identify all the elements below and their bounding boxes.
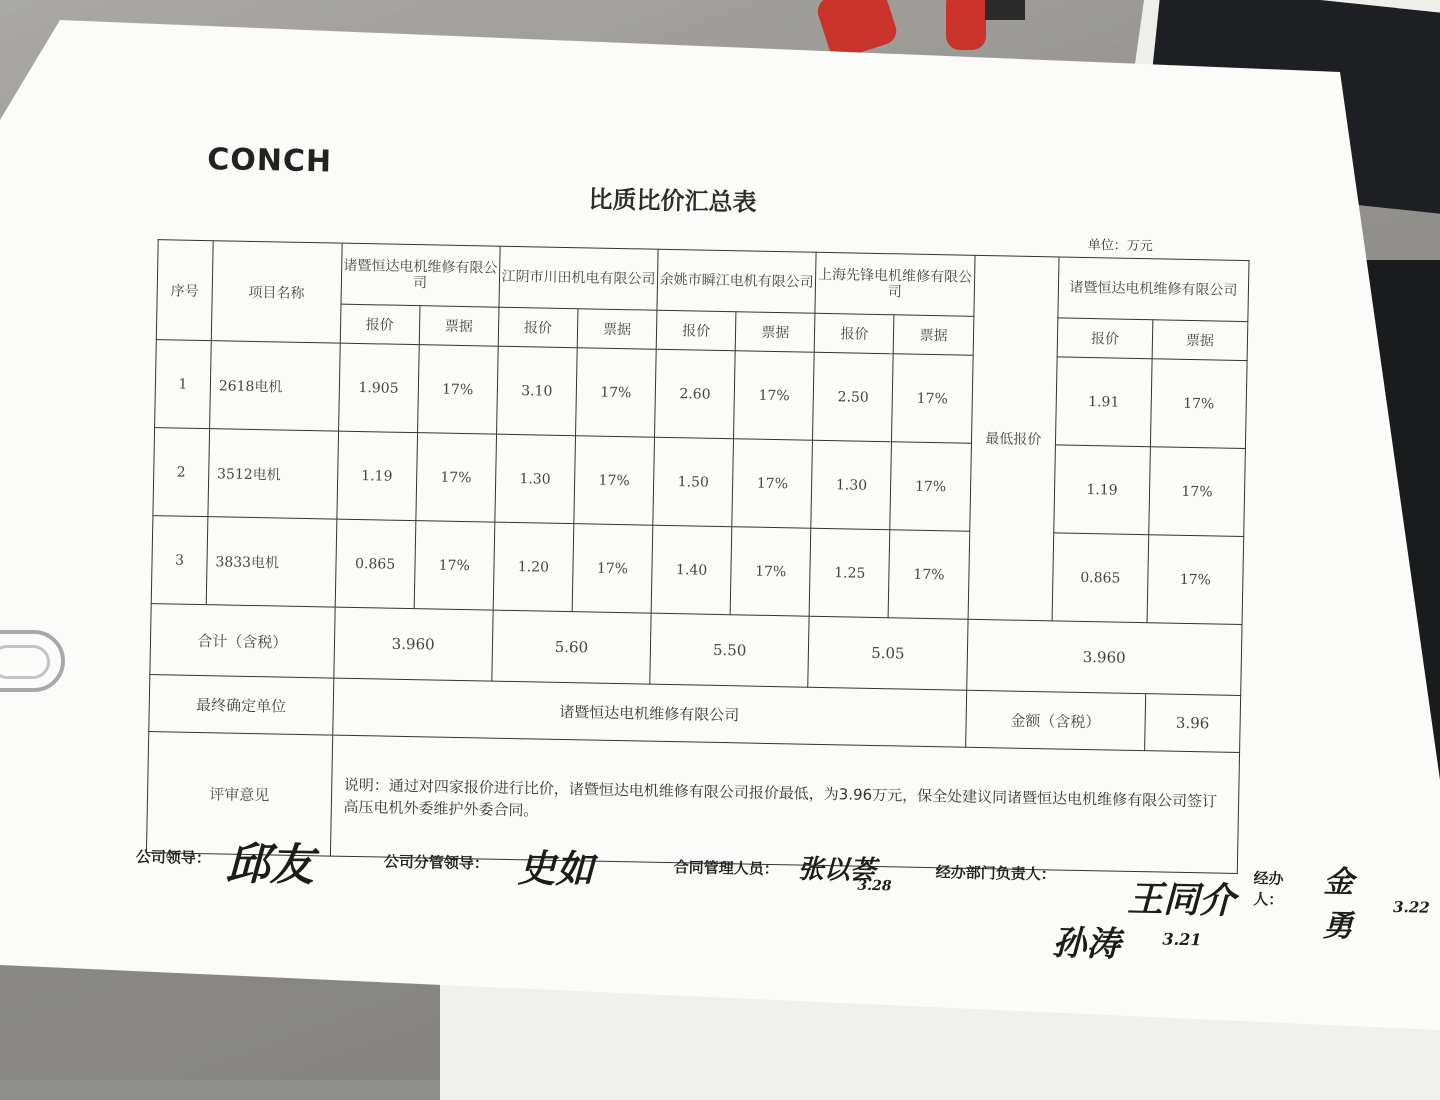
invoice-cell: 17% (572, 524, 653, 614)
header-row-vendors (157, 240, 1249, 322)
quote-cell: 3.10 (496, 346, 577, 436)
row-seq: 2 (153, 428, 210, 517)
sub-quote-header: 报价 (656, 310, 736, 351)
quote-cell: 2.50 (813, 352, 894, 442)
sub-invoice-header: 票据 (577, 309, 657, 350)
lowest-quote-label: 最低报价 (968, 255, 1059, 621)
sub-quote-header: 报价 (815, 313, 895, 354)
invoice-cell: 17% (892, 354, 973, 444)
binder-clip-inner-icon (0, 645, 50, 679)
final-unit-value: 诸暨恒达电机维修有限公司 (332, 678, 966, 747)
sub-invoice-header: 票据 (894, 315, 974, 356)
signature-company-leader: 邱友 (225, 838, 315, 892)
quote-cell: 1.20 (493, 522, 574, 612)
amount-label: 金额（含税） (965, 690, 1145, 750)
invoice-cell: 17% (889, 530, 970, 620)
comparison-table (146, 239, 1250, 874)
total-vendor-1: 3.960 (333, 607, 493, 681)
lowest-quote-cell: 1.19 (1054, 445, 1151, 535)
vendor-header-3: 余姚市瞬江电机有限公司 (657, 249, 816, 313)
quote-cell: 1.19 (336, 431, 417, 521)
invoice-cell: 17% (730, 527, 811, 617)
signature-vp-leader: 史如 (517, 845, 595, 892)
quote-cell: 1.905 (338, 343, 419, 433)
lowest-invoice-cell: 17% (1150, 359, 1247, 449)
signature-contract-manager: 张以荟 (797, 854, 877, 887)
lowest-vendor-header: 诸暨恒达电机维修有限公司 (1058, 257, 1249, 322)
lowest-invoice-cell: 17% (1147, 535, 1244, 625)
signature-date-handler: 3.22 (1392, 897, 1430, 917)
vendor-header-4: 上海先锋电机维修有限公司 (815, 252, 974, 316)
total-vendor-4: 5.05 (808, 616, 968, 690)
vendor-header-1: 诸暨恒达电机维修有限公司 (341, 243, 500, 307)
total-lowest: 3.960 (966, 619, 1242, 695)
signature-date-dept: 3.21 (1162, 929, 1202, 950)
signature-dept-head: 王同介 (1126, 877, 1236, 922)
sub-quote-header: 报价 (340, 304, 420, 345)
invoice-cell: 17% (734, 351, 815, 441)
row-item: 3833电机 (206, 517, 336, 607)
signature-date-contract: 3.28 (857, 877, 892, 895)
total-vendor-2: 5.60 (492, 610, 652, 684)
vp-leader-label: 公司分管领导： (383, 852, 489, 873)
quote-cell: 0.865 (335, 519, 416, 609)
vendor-header-2: 江阴市川田机电有限公司 (499, 246, 658, 310)
sub-quote-header: 报价 (1057, 318, 1153, 359)
row-item: 3512电机 (208, 429, 338, 519)
page-title: 比质比价汇总表 (588, 185, 757, 217)
conch-logo: CONCH (206, 142, 333, 180)
invoice-cell: 17% (414, 521, 495, 611)
invoice-cell: 17% (417, 345, 498, 435)
quote-cell: 1.30 (495, 434, 576, 524)
sub-quote-header: 报价 (498, 307, 578, 348)
quote-cell: 1.25 (809, 528, 890, 618)
row-seq: 3 (151, 516, 208, 605)
row-seq: 1 (155, 340, 212, 429)
lowest-invoice-cell: 17% (1149, 447, 1246, 537)
total-vendor-3: 5.50 (650, 613, 810, 687)
black-object (985, 0, 1025, 20)
lowest-quote-cell: 0.865 (1052, 533, 1149, 623)
invoice-cell: 17% (890, 442, 971, 532)
invoice-cell: 17% (574, 436, 655, 526)
signature-dept-head-2: 孙涛 (1051, 923, 1121, 965)
invoice-cell: 17% (732, 439, 813, 529)
quote-cell: 1.40 (651, 525, 732, 615)
col-seq-header: 序号 (156, 240, 213, 341)
quote-cell: 1.50 (653, 437, 734, 527)
quote-cell: 1.30 (811, 440, 892, 530)
comparison-summary-document (85, 120, 1430, 965)
signature-handler: 金勇 (1322, 864, 1354, 945)
unit-label: 单位：万元 (1087, 237, 1153, 255)
row-item: 2618电机 (209, 341, 339, 431)
lowest-quote-cell: 1.91 (1055, 357, 1152, 447)
invoice-cell: 17% (575, 348, 656, 438)
amount-value: 3.96 (1145, 694, 1241, 753)
sub-invoice-header: 票据 (735, 312, 815, 353)
invoice-cell: 17% (416, 433, 497, 523)
quote-cell: 2.60 (655, 349, 736, 439)
col-item-header: 项目名称 (211, 241, 342, 343)
total-label: 合计（含税） (150, 604, 335, 679)
contract-manager-label: 合同管理人员： (673, 858, 779, 879)
dept-head-label: 经办部门负责人： (935, 863, 1056, 884)
review-label: 评审意见 (146, 732, 332, 857)
review-text: 说明：通过对四家报价进行比价，诸暨恒达电机维修有限公司报价最低，为3.96万元，保全处建议同诸暨恒达电机维修有限公司签订高压电机外委维护外委合同。 (330, 735, 1240, 873)
handler-label: 经办人： (1253, 869, 1284, 909)
sub-invoice-header: 票据 (419, 306, 499, 347)
final-unit-label: 最终确定单位 (149, 675, 334, 736)
red-marker (946, 0, 986, 50)
sub-invoice-header: 票据 (1152, 320, 1248, 361)
company-leader-label: 公司领导： (135, 847, 212, 868)
